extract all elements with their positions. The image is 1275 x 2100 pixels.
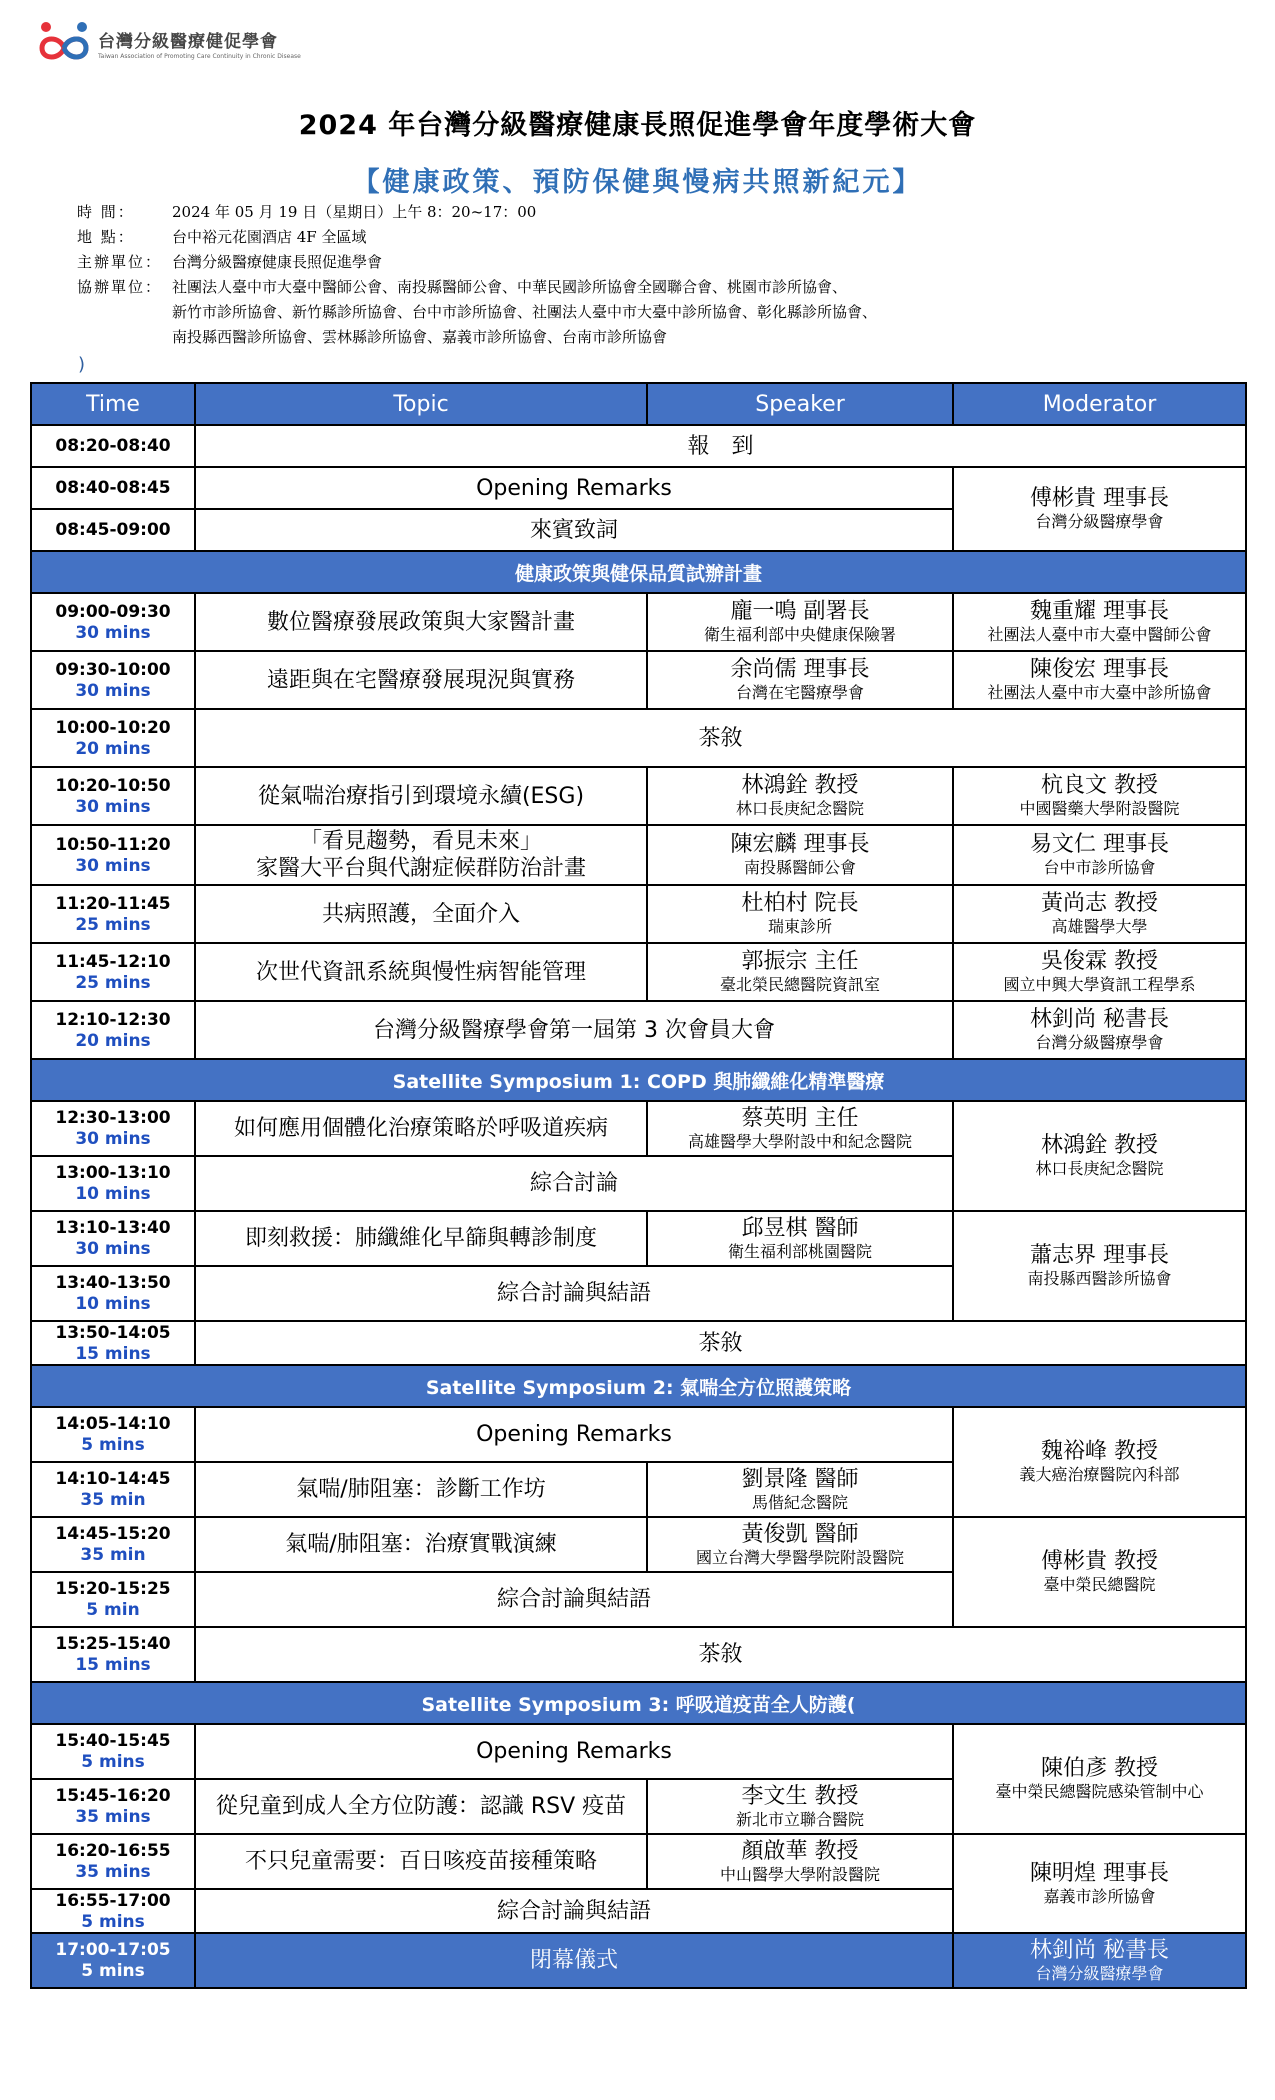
speaker-name: 李文生 教授 — [741, 1783, 859, 1809]
table-row — [31, 425, 1246, 467]
session-time: 08:45-09:00 — [55, 519, 171, 540]
time-cell — [31, 509, 195, 551]
topic-cell: Opening Remarks — [195, 1724, 953, 1779]
time-cell — [31, 1156, 195, 1211]
speaker-name: 龐一鳴 副署長 — [730, 599, 870, 624]
moderator-cell — [953, 1407, 1246, 1517]
session-time: 10:20-10:50 — [55, 775, 171, 796]
moderator-name: 黃尚志 教授 — [1041, 891, 1158, 916]
session-time: 13:00-13:10 — [55, 1163, 171, 1183]
session-duration: 15 mins — [75, 1343, 151, 1364]
co-organizers-line: 新竹市診所協會、新竹縣診所協會、台中市診所協會、社團法人臺中市大臺中診所協會、彰化縣診所協會、 — [172, 303, 878, 321]
speaker-org: 瑞東診所 — [767, 917, 832, 936]
table-row — [31, 943, 1246, 1001]
session-time: 15:45-16:20 — [55, 1786, 171, 1806]
moderator-org: 國立中興大學資訊工程學系 — [1003, 975, 1196, 994]
speaker-org: 台灣在宅醫療學會 — [735, 683, 864, 702]
time-cell — [31, 1101, 195, 1156]
speaker-cell — [647, 1462, 953, 1517]
session-time: 12:10-12:30 — [55, 1009, 171, 1030]
section-header — [31, 1365, 1246, 1407]
topic-cell: 遠距與在宅醫療發展現況與實務 — [195, 651, 647, 709]
speaker-org: 衛生福利部桃園醫院 — [727, 1241, 872, 1261]
event-host: 台灣分級醫療健康長照促進學會 — [172, 253, 383, 271]
session-time: 10:50-11:20 — [55, 834, 171, 855]
topic-cell: 不只兒童需要：百日咳疫苗接種策略 — [195, 1834, 647, 1889]
session-time: 14:10-14:45 — [55, 1469, 171, 1489]
time-cell — [31, 1627, 195, 1682]
topic-cell: 如何應用個體化治療策略於呼吸道疾病 — [195, 1101, 647, 1156]
moderator-org: 臺中榮民總醫院感染管制中心 — [995, 1782, 1204, 1801]
topic-cell: 綜合討論 — [195, 1156, 953, 1211]
speaker-name: 劉景隆 醫師 — [741, 1466, 859, 1492]
time-cell — [31, 1321, 195, 1365]
section-title: Satellite Symposium 3: 呼吸道疫苗全人防護( — [31, 1682, 1246, 1724]
session-time: 15:40-15:45 — [55, 1731, 171, 1751]
co-organizers — [172, 275, 1172, 350]
moderator-cell — [953, 1101, 1246, 1211]
speaker-cell — [647, 1101, 953, 1156]
session-time: 09:00-09:30 — [55, 601, 171, 622]
time-cell — [31, 1211, 195, 1266]
topic-cell: 綜合討論與結語 — [195, 1572, 953, 1627]
session-time: 16:20-16:55 — [55, 1841, 171, 1861]
time-cell — [31, 1834, 195, 1889]
speaker-org: 新北市立聯合醫院 — [735, 1809, 864, 1829]
moderator-name: 杭良文 教授 — [1041, 773, 1158, 798]
session-duration: 5 min — [86, 1600, 140, 1620]
schedule-table — [30, 382, 1247, 1989]
speaker-cell — [647, 1211, 953, 1266]
time-cell — [31, 885, 195, 943]
table-row — [31, 709, 1246, 767]
session-time: 12:30-13:00 — [55, 1108, 171, 1128]
moderator-cell — [953, 651, 1246, 709]
session-duration: 30 mins — [75, 1239, 151, 1259]
session-time: 14:05-14:10 — [55, 1414, 171, 1434]
table-header — [31, 383, 1246, 425]
session-time: 15:20-15:25 — [55, 1579, 171, 1599]
session-duration: 10 mins — [75, 1294, 151, 1314]
speaker-org: 馬偕紀念醫院 — [751, 1492, 848, 1512]
section-header — [31, 1059, 1246, 1101]
moderator-org: 台中市診所協會 — [1043, 858, 1156, 877]
section-title: Satellite Symposium 2: 氣喘全方位照護策略 — [31, 1365, 1246, 1407]
table-row — [31, 651, 1246, 709]
time-cell — [31, 1724, 195, 1779]
time-cell — [31, 767, 195, 825]
session-time: 15:25-15:40 — [55, 1634, 171, 1654]
header-moderator: Moderator — [953, 383, 1246, 425]
speaker-org: 國立台灣大學醫學院附設醫院 — [695, 1547, 904, 1567]
speaker-name: 黃俊凱 醫師 — [741, 1521, 859, 1547]
session-duration: 10 mins — [75, 1184, 151, 1204]
session-duration: 35 min — [80, 1545, 146, 1565]
topic-cell: 從兒童到成人全方位防護：認識 RSV 疫苗 — [195, 1779, 647, 1834]
moderator-cell — [953, 1834, 1246, 1933]
speaker-org: 衛生福利部中央健康保險署 — [703, 625, 896, 644]
section-title: Satellite Symposium 1: COPD 與肺纖維化精準醫療 — [31, 1059, 1246, 1101]
speaker-cell — [647, 1517, 953, 1572]
speaker-cell — [647, 593, 953, 651]
table-row — [31, 1321, 1246, 1365]
session-duration: 20 mins — [75, 738, 151, 759]
moderator-cell — [953, 825, 1246, 885]
session-time: 08:40-08:45 — [55, 477, 171, 498]
session-time: 13:40-13:50 — [55, 1273, 171, 1293]
topic-cell: 即刻救援：肺纖維化早篩與轉診制度 — [195, 1211, 647, 1266]
topic-line: 家醫大平台與代謝症候群防治計畫 — [255, 856, 586, 881]
session-duration: 35 mins — [75, 1807, 151, 1827]
moderator-org: 中國醫藥大學附設醫院 — [1019, 799, 1180, 818]
topic-cell: Opening Remarks — [195, 1407, 953, 1462]
moderator-org: 社團法人臺中市大臺中醫師公會 — [987, 625, 1212, 644]
moderator-org: 義大癌治療醫院內科部 — [1019, 1465, 1180, 1484]
infinity-logo-icon — [36, 18, 92, 68]
moderator-cell — [953, 593, 1246, 651]
moderator-org: 南投縣西醫診所協會 — [1027, 1269, 1172, 1288]
moderator-cell — [953, 1933, 1246, 1988]
section-header — [31, 1682, 1246, 1724]
time-cell — [31, 1407, 195, 1462]
topic-cell: 從氣喘治療指引到環境永續(ESG) — [195, 767, 647, 825]
document-subtitle: 【健康政策、預防保健與慢病共照新紀元】 — [352, 167, 923, 198]
time-cell — [31, 1933, 195, 1988]
header-topic: Topic — [195, 383, 647, 425]
speaker-cell — [647, 1834, 953, 1889]
co-organizer-label: 協辦單位： — [77, 278, 163, 296]
co-organizers-line: 南投縣西醫診所協會、雲林縣診所協會、嘉義市診所協會、台南市診所協會 — [172, 328, 668, 346]
event-info — [77, 200, 1172, 350]
moderator-org: 嘉義市診所協會 — [1043, 1886, 1156, 1906]
topic-cell: 茶敘 — [195, 709, 1246, 767]
moderator-cell — [953, 943, 1246, 1001]
speaker-cell — [647, 1779, 953, 1834]
session-time: 09:30-10:00 — [55, 659, 171, 680]
table-row — [31, 1407, 1246, 1462]
session-time: 13:50-14:05 — [55, 1322, 171, 1343]
speaker-org: 林口長庚紀念醫院 — [735, 799, 864, 818]
association-logo — [36, 18, 301, 68]
session-duration: 5 mins — [81, 1752, 145, 1772]
session-time: 08:20-08:40 — [55, 435, 171, 456]
moderator-cell — [953, 767, 1246, 825]
speaker-name: 郭振宗 主任 — [741, 949, 859, 974]
section-title: 健康政策與健保品質試辦計畫 — [31, 551, 1246, 593]
time-cell — [31, 943, 195, 1001]
stray-paren: ) — [78, 354, 86, 375]
session-duration: 5 mins — [81, 1435, 145, 1455]
moderator-org: 台灣分級醫療學會 — [1035, 512, 1164, 531]
session-duration: 20 mins — [75, 1030, 151, 1051]
moderator-cell — [953, 467, 1246, 551]
moderator-org: 臺中榮民總醫院 — [1043, 1575, 1156, 1594]
time-cell — [31, 1462, 195, 1517]
moderator-org: 高雄醫學大學 — [1051, 917, 1148, 936]
speaker-name: 蔡英明 主任 — [741, 1105, 859, 1131]
moderator-name: 魏裕峰 教授 — [1041, 1439, 1158, 1464]
session-duration: 35 mins — [75, 1862, 151, 1882]
table-row — [31, 1101, 1246, 1156]
speaker-cell — [647, 943, 953, 1001]
session-time: 14:45-15:20 — [55, 1524, 171, 1544]
header-time: Time — [31, 383, 195, 425]
topic-cell: 氣喘/肺阻塞：診斷工作坊 — [195, 1462, 647, 1517]
topic-cell: 數位醫療發展政策與大家醫計畫 — [195, 593, 647, 651]
table-row — [31, 1211, 1246, 1266]
speaker-name: 杜柏村 院長 — [741, 891, 859, 916]
session-duration: 5 mins — [81, 1911, 145, 1932]
moderator-name: 陳明煌 理事長 — [1030, 1860, 1169, 1886]
session-duration: 30 mins — [75, 680, 151, 701]
time-cell — [31, 709, 195, 767]
table-row — [31, 1627, 1246, 1682]
time-cell — [31, 425, 195, 467]
session-time: 10:00-10:20 — [55, 717, 171, 738]
session-duration: 5 mins — [81, 1961, 145, 1981]
topic-cell: 氣喘/肺阻塞：治療實戰演練 — [195, 1517, 647, 1572]
speaker-cell — [647, 651, 953, 709]
topic-cell: 茶敘 — [195, 1627, 1246, 1682]
topic-cell: 來賓致詞 — [195, 509, 953, 551]
section-header — [31, 551, 1246, 593]
time-cell — [31, 1889, 195, 1933]
speaker-name: 林鴻銓 教授 — [741, 773, 859, 798]
session-duration: 25 mins — [75, 972, 151, 993]
time-label: 時 間： — [77, 203, 135, 221]
moderator-cell — [953, 1001, 1246, 1059]
table-row — [31, 767, 1246, 825]
speaker-cell — [647, 767, 953, 825]
moderator-org: 台灣分級醫療學會 — [1035, 1033, 1164, 1052]
time-cell — [31, 593, 195, 651]
table-row — [31, 467, 1246, 509]
moderator-cell — [953, 885, 1246, 943]
moderator-name: 陳伯彥 教授 — [1041, 1756, 1158, 1781]
topic-line: 「看見趨勢，看見未來」 — [299, 829, 542, 854]
topic-cell: 台灣分級醫療學會第一屆第 3 次會員大會 — [195, 1001, 953, 1059]
logo-name-en: Taiwan Association of Promoting Care Continuity in Chronic Disease — [98, 52, 301, 60]
moderator-name: 陳俊宏 理事長 — [1030, 657, 1169, 682]
topic-cell: 綜合討論與結語 — [195, 1889, 953, 1933]
speaker-cell — [647, 885, 953, 943]
moderator-name: 傅彬貴 理事長 — [1030, 486, 1169, 511]
speaker-cell — [647, 825, 953, 885]
moderator-name: 易文仁 理事長 — [1030, 832, 1169, 857]
table-row — [31, 1834, 1246, 1889]
session-time: 16:55-17:00 — [55, 1890, 171, 1911]
speaker-org: 臺北榮民總醫院資訊室 — [719, 975, 880, 994]
moderator-name: 蕭志界 理事長 — [1030, 1243, 1169, 1268]
time-cell — [31, 825, 195, 885]
moderator-org: 社團法人臺中市大臺中診所協會 — [987, 683, 1212, 702]
topic-cell: 茶敘 — [195, 1321, 1246, 1365]
speaker-name: 邱昱棋 醫師 — [741, 1215, 859, 1241]
time-cell — [31, 1572, 195, 1627]
speaker-org: 高雄醫學大學附設中和紀念醫院 — [687, 1131, 912, 1151]
moderator-name: 魏重耀 理事長 — [1030, 599, 1169, 624]
table-row — [31, 1933, 1246, 1988]
table-row — [31, 1001, 1246, 1059]
session-duration: 15 mins — [75, 1655, 151, 1675]
session-duration: 35 min — [80, 1490, 146, 1510]
time-cell — [31, 467, 195, 509]
table-row — [31, 825, 1246, 885]
topic-cell: 綜合討論與結語 — [195, 1266, 953, 1321]
event-place: 台中裕元花園酒店 4F 全區域 — [172, 228, 367, 246]
time-cell — [31, 1517, 195, 1572]
table-row — [31, 593, 1246, 651]
session-time: 13:10-13:40 — [55, 1218, 171, 1238]
table-row — [31, 885, 1246, 943]
moderator-org: 林口長庚紀念醫院 — [1035, 1159, 1164, 1178]
session-duration: 30 mins — [75, 1129, 151, 1149]
speaker-org: 南投縣醫師公會 — [743, 858, 856, 877]
table-row — [31, 1517, 1246, 1572]
moderator-name: 林釗尚 秘書長 — [1030, 1937, 1169, 1963]
document-title: 2024 年台灣分級醫療健康長照促進學會年度學術大會 — [298, 110, 977, 141]
host-label: 主辦單位： — [77, 253, 163, 271]
moderator-org: 台灣分級醫療學會 — [1035, 1963, 1164, 1983]
time-cell — [31, 1779, 195, 1834]
time-cell — [31, 1001, 195, 1059]
time-cell — [31, 1266, 195, 1321]
session-duration: 30 mins — [75, 622, 151, 643]
moderator-name: 吳俊霖 教授 — [1041, 949, 1158, 974]
moderator-name: 傅彬貴 教授 — [1041, 1549, 1158, 1574]
time-cell — [31, 651, 195, 709]
moderator-cell — [953, 1211, 1246, 1321]
session-duration: 30 mins — [75, 855, 151, 876]
topic-cell: 閉幕儀式 — [195, 1933, 953, 1988]
topic-cell — [195, 825, 647, 885]
moderator-name: 林釗尚 秘書長 — [1030, 1007, 1169, 1032]
session-time: 11:45-12:10 — [55, 951, 171, 972]
logo-name-zh: 台灣分級醫療健促學會 — [98, 31, 278, 52]
topic-cell: 報 到 — [195, 425, 1246, 467]
header-speaker: Speaker — [647, 383, 953, 425]
speaker-name: 余尚儒 理事長 — [730, 657, 870, 682]
co-organizers-line: 社團法人臺中市大臺中醫師公會、南投縣醫師公會、中華民國診所協會全國聯合會、桃園市診所協會、 — [172, 278, 848, 296]
speaker-name: 顏啟華 教授 — [741, 1838, 859, 1864]
session-duration: 25 mins — [75, 914, 151, 935]
session-time: 17:00-17:05 — [55, 1940, 171, 1960]
moderator-name: 林鴻銓 教授 — [1041, 1133, 1158, 1158]
session-time: 11:20-11:45 — [55, 893, 171, 914]
moderator-cell — [953, 1517, 1246, 1627]
session-duration: 30 mins — [75, 796, 151, 817]
speaker-org: 中山醫學大學附設醫院 — [719, 1864, 880, 1884]
moderator-cell — [953, 1724, 1246, 1834]
place-label: 地 點： — [77, 228, 135, 246]
speaker-name: 陳宏麟 理事長 — [730, 832, 870, 857]
topic-cell: 次世代資訊系統與慢性病智能管理 — [195, 943, 647, 1001]
table-row — [31, 1724, 1246, 1779]
topic-cell: Opening Remarks — [195, 467, 953, 509]
event-time: 2024 年 05 月 19 日（星期日）上午 8：20~17：00 — [172, 203, 537, 221]
topic-cell: 共病照護，全面介入 — [195, 885, 647, 943]
